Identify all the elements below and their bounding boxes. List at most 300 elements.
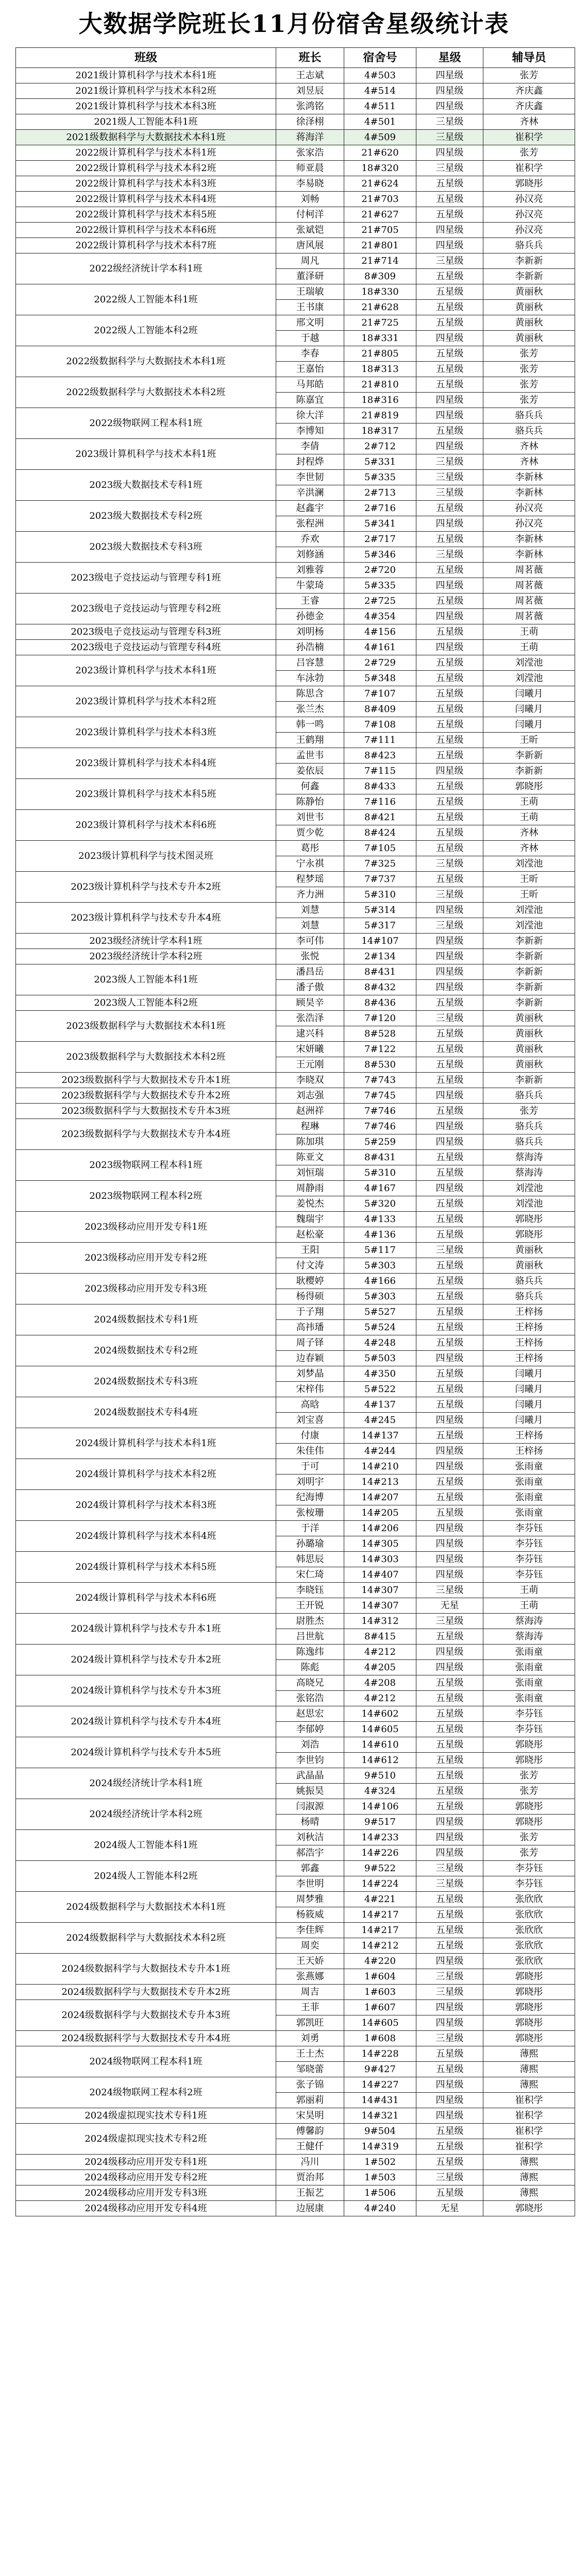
dorm-cell: 14#321 (344, 2108, 416, 2124)
leader-cell: 郭鑫 (276, 1861, 344, 1876)
dorm-cell: 7#111 (344, 733, 416, 748)
leader-cell: 张程洲 (276, 516, 344, 532)
advisor-cell: 张欣欣 (483, 1892, 575, 1907)
advisor-cell: 刘滢池 (483, 918, 575, 934)
table-row (16, 1737, 575, 1753)
dorm-cell: 4#136 (344, 1227, 416, 1243)
dorm-cell: 8#309 (344, 269, 416, 284)
level-cell: 五星级 (416, 686, 483, 702)
table-row (16, 2031, 575, 2046)
leader-cell: 王嘉怡 (276, 362, 344, 377)
level-cell: 五星级 (416, 872, 483, 887)
class-name-cell: 2022级计算机科学与技术本科4班 (16, 192, 276, 207)
dorm-cell: 7#116 (344, 794, 416, 810)
level-cell: 五星级 (416, 794, 483, 810)
table-row (16, 1428, 575, 1444)
dorm-cell: 7#746 (344, 1119, 416, 1134)
table-row (16, 1274, 575, 1289)
dorm-cell: 5#320 (344, 1196, 416, 1212)
dorm-cell: 14#610 (344, 1737, 416, 1753)
dorm-cell: 14#431 (344, 2093, 416, 2108)
level-cell: 五星级 (416, 1784, 483, 1799)
advisor-cell: 刘滢池 (483, 856, 575, 872)
level-cell: 五星级 (416, 841, 483, 856)
level-cell: 三星级 (416, 130, 483, 145)
advisor-cell: 骆兵兵 (483, 238, 575, 253)
class-name-cell: 2023级电子竞技运动与管理专科3班 (16, 624, 276, 640)
dorm-cell: 1#604 (344, 1969, 416, 1985)
class-name-cell: 2024级计算机科学与技术专升本2班 (16, 1645, 276, 1675)
dorm-cell: 5#335 (344, 470, 416, 485)
dorm-cell: 4#511 (344, 99, 416, 114)
advisor-cell: 闫曦月 (483, 1413, 575, 1428)
leader-cell: 刘慧 (276, 918, 344, 934)
level-cell: 三星级 (416, 1011, 483, 1026)
dorm-cell: 9#510 (344, 1768, 416, 1784)
dorm-cell: 14#210 (344, 1459, 416, 1475)
dorm-cell: 4#354 (344, 609, 416, 624)
class-name-cell: 2023级计算机科学与技术本科4班 (16, 748, 276, 779)
class-name-cell: 2024级移动应用开发专科1班 (16, 2155, 276, 2170)
level-cell: 四星级 (416, 99, 483, 114)
advisor-cell: 郭晓彤 (483, 2015, 575, 2031)
level-cell: 五星级 (416, 1042, 483, 1057)
dorm-cell: 5#331 (344, 454, 416, 470)
advisor-cell: 郭晓彤 (483, 1969, 575, 1985)
table-row (16, 501, 575, 516)
advisor-cell: 周茗薇 (483, 609, 575, 624)
leader-cell: 高晗 (276, 1397, 344, 1413)
dorm-cell: 14#207 (344, 1490, 416, 1505)
level-cell: 三星级 (416, 547, 483, 563)
level-cell: 五星级 (416, 1289, 483, 1304)
advisor-cell: 张芳 (483, 362, 575, 377)
table-row (16, 1397, 575, 1413)
dorm-cell: 18#330 (344, 284, 416, 300)
table-row (16, 223, 575, 238)
dorm-cell: 14#303 (344, 1552, 416, 1567)
dorm-cell: 4#501 (344, 114, 416, 130)
advisor-cell: 王萌 (483, 624, 575, 640)
class-name-cell: 2023级移动应用开发专科3班 (16, 1274, 276, 1304)
dorm-cell: 5#341 (344, 516, 416, 532)
dorm-cell: 5#503 (344, 1351, 416, 1366)
advisor-cell: 张雨童 (483, 1691, 575, 1706)
table-row (16, 176, 575, 192)
table-row (16, 114, 575, 130)
table-row (16, 1011, 575, 1026)
leader-cell: 王健仟 (276, 2139, 344, 2155)
level-cell: 四星级 (416, 934, 483, 949)
leader-cell: 孙德金 (276, 609, 344, 624)
leader-cell: 张子锦 (276, 2077, 344, 2093)
advisor-cell: 李芬钰 (483, 1876, 575, 1892)
advisor-cell: 郭晓彤 (483, 1815, 575, 1830)
dorm-cell: 7#120 (344, 1011, 416, 1026)
advisor-cell: 张雨童 (483, 1645, 575, 1660)
dorm-cell: 14#602 (344, 1706, 416, 1722)
leader-cell: 封程烨 (276, 454, 344, 470)
leader-cell: 吕世航 (276, 1629, 344, 1645)
table-row (16, 964, 575, 980)
dorm-cell: 9#522 (344, 1861, 416, 1876)
dorm-cell: 14#226 (344, 1845, 416, 1861)
level-cell: 四星级 (416, 1645, 483, 1660)
leader-cell: 周子铎 (276, 1335, 344, 1351)
level-cell: 五星级 (416, 2124, 483, 2139)
level-cell: 四星级 (416, 1845, 483, 1861)
level-cell: 四星级 (416, 1134, 483, 1150)
advisor-cell: 李芬钰 (483, 1552, 575, 1567)
leader-cell: 郭丽莉 (276, 2093, 344, 2108)
dorm-cell: 14#319 (344, 2139, 416, 2155)
leader-cell: 王天娇 (276, 1954, 344, 1969)
leader-cell: 边春颖 (276, 1351, 344, 1366)
advisor-cell: 蔡海涛 (483, 1614, 575, 1629)
level-cell: 五星级 (416, 825, 483, 841)
level-cell: 五星级 (416, 362, 483, 377)
dorm-cell: 21#628 (344, 300, 416, 315)
advisor-cell: 闫曦月 (483, 1397, 575, 1413)
advisor-cell: 黄丽秋 (483, 1258, 575, 1274)
dorm-cell: 7#745 (344, 1088, 416, 1104)
dorm-cell: 4#137 (344, 1397, 416, 1413)
class-name-cell: 2024级人工智能本科1班 (16, 1830, 276, 1861)
dorm-cell: 7#108 (344, 717, 416, 733)
dorm-cell: 4#509 (344, 130, 416, 145)
advisor-cell: 黄丽秋 (483, 284, 575, 300)
dorm-cell: 14#227 (344, 2077, 416, 2093)
advisor-cell: 齐林 (483, 439, 575, 454)
leader-cell: 姚振昊 (276, 1784, 344, 1799)
dorm-cell: 1#503 (344, 2170, 416, 2185)
advisor-cell: 骆兵兵 (483, 408, 575, 423)
leader-cell: 刘慧 (276, 903, 344, 918)
level-cell: 四星级 (416, 903, 483, 918)
table-row (16, 1042, 575, 1057)
level-cell: 五星级 (416, 2046, 483, 2062)
level-cell: 五星级 (416, 1691, 483, 1706)
advisor-cell: 李新新 (483, 949, 575, 964)
level-cell: 五星级 (416, 624, 483, 640)
level-cell: 五星级 (416, 1258, 483, 1274)
leader-cell: 张鸿铭 (276, 99, 344, 114)
dorm-cell: 14#213 (344, 1475, 416, 1490)
level-cell: 四星级 (416, 1567, 483, 1583)
table-row (16, 1521, 575, 1536)
class-name-cell: 2024级人工智能本科2班 (16, 1861, 276, 1892)
advisor-cell: 黄丽秋 (483, 331, 575, 346)
level-cell: 三星级 (416, 1243, 483, 1258)
level-cell: 三星级 (416, 1861, 483, 1876)
class-name-cell: 2023级大数据技术专科1班 (16, 470, 276, 501)
level-cell: 五星级 (416, 176, 483, 192)
level-cell: 五星级 (416, 1675, 483, 1691)
class-name-cell: 2023级移动应用开发专科1班 (16, 1212, 276, 1243)
dorm-cell: 1#608 (344, 2031, 416, 2046)
leader-cell: 张浩泽 (276, 1011, 344, 1026)
table-row (16, 810, 575, 825)
level-cell: 四星级 (416, 2077, 483, 2093)
advisor-cell: 崔积学 (483, 2108, 575, 2124)
advisor-cell: 周茗薇 (483, 594, 575, 609)
table-row (16, 161, 575, 176)
advisor-cell: 齐庆鑫 (483, 99, 575, 114)
advisor-cell: 黄丽秋 (483, 1042, 575, 1057)
class-name-cell: 2022级人工智能本科1班 (16, 284, 276, 315)
advisor-cell: 张欣欣 (483, 1938, 575, 1954)
dorm-cell: 4#350 (344, 1366, 416, 1382)
level-cell: 四星级 (416, 1119, 483, 1134)
level-cell: 五星级 (416, 1104, 483, 1119)
class-name-cell: 2022级计算机科学与技术本科5班 (16, 207, 276, 223)
leader-cell: 蒋海洋 (276, 130, 344, 145)
dorm-cell: 14#312 (344, 1614, 416, 1629)
class-name-cell: 2023级经济统计学本科1班 (16, 934, 276, 949)
leader-cell: 刘志强 (276, 1088, 344, 1104)
leader-cell: 李博知 (276, 423, 344, 439)
advisor-cell: 薄熙 (483, 2046, 575, 2062)
advisor-cell: 刘滢池 (483, 1196, 575, 1212)
advisor-cell: 张雨童 (483, 1675, 575, 1691)
dorm-cell: 7#325 (344, 856, 416, 872)
leader-cell: 于可 (276, 1459, 344, 1475)
leader-cell: 张斌铠 (276, 223, 344, 238)
leader-cell: 李可伟 (276, 934, 344, 949)
advisor-cell: 齐林 (483, 841, 575, 856)
class-name-cell: 2023级计算机科学与技术专升本2班 (16, 872, 276, 903)
table-row (16, 872, 575, 887)
advisor-cell: 薄熙 (483, 2077, 575, 2093)
table-row (16, 99, 575, 114)
advisor-cell: 李新林 (483, 547, 575, 563)
dorm-cell: 4#248 (344, 1335, 416, 1351)
leader-cell: 陈思含 (276, 686, 344, 702)
level-cell: 四星级 (416, 408, 483, 423)
level-cell: 三星级 (416, 918, 483, 934)
advisor-cell: 齐林 (483, 825, 575, 841)
level-cell: 四星级 (416, 640, 483, 655)
leader-cell: 赵洲祥 (276, 1104, 344, 1119)
leader-cell: 武晶晶 (276, 1768, 344, 1784)
level-cell: 五星级 (416, 1227, 483, 1243)
leader-cell: 李世韧 (276, 470, 344, 485)
class-name-cell: 2022级经济统计学本科1班 (16, 253, 276, 284)
dorm-cell: 5#310 (344, 887, 416, 903)
class-name-cell: 2024级经济统计学本科2班 (16, 1799, 276, 1830)
leader-cell: 刘畅 (276, 192, 344, 207)
class-name-cell: 2021级计算机科学与技术本科3班 (16, 99, 276, 114)
level-cell: 五星级 (416, 1150, 483, 1165)
dorm-cell: 4#156 (344, 624, 416, 640)
table-row (16, 2124, 575, 2139)
advisor-cell: 郭晓彤 (483, 1737, 575, 1753)
leader-cell: 王鹤翔 (276, 733, 344, 748)
dorm-cell: 8#528 (344, 1026, 416, 1042)
table-row (16, 145, 575, 161)
dorm-cell: 8#409 (344, 702, 416, 717)
advisor-cell: 李新林 (483, 485, 575, 501)
advisor-cell: 王梓扬 (483, 1335, 575, 1351)
dorm-cell: 8#436 (344, 995, 416, 1011)
leader-cell: 张铭浩 (276, 1691, 344, 1706)
advisor-cell: 张芳 (483, 1845, 575, 1861)
class-name-cell: 2024级数据科学与大数据技术本科1班 (16, 1892, 276, 1923)
class-name-cell: 2023级计算机科学与技术本科3班 (16, 717, 276, 748)
advisor-cell: 闫曦月 (483, 686, 575, 702)
advisor-cell: 张欣欣 (483, 1923, 575, 1938)
class-name-cell: 2023级电子竞技运动与管理专科4班 (16, 640, 276, 655)
advisor-cell: 薄熙 (483, 2155, 575, 2170)
leader-cell: 刘梦晶 (276, 1366, 344, 1382)
class-name-cell: 2023级计算机科学与技术图灵班 (16, 841, 276, 872)
leader-cell: 杨筱威 (276, 1907, 344, 1923)
leader-cell: 董泽研 (276, 269, 344, 284)
class-name-cell: 2024级计算机科学与技术本科6班 (16, 1583, 276, 1614)
leader-cell: 魏瑞宇 (276, 1212, 344, 1227)
dorm-cell: 1#502 (344, 2155, 416, 2170)
leader-cell: 张桉珊 (276, 1505, 344, 1521)
class-name-cell: 2022级数据科学与大数据技术本科1班 (16, 346, 276, 377)
leader-cell: 王书康 (276, 300, 344, 315)
leader-cell: 王菲 (276, 2000, 344, 2015)
level-cell: 四星级 (416, 964, 483, 980)
level-cell: 四星级 (416, 1536, 483, 1552)
advisor-cell: 郭晓彤 (483, 1753, 575, 1768)
dorm-cell: 2#729 (344, 655, 416, 671)
leader-cell: 李晓双 (276, 1073, 344, 1088)
table-row (16, 1799, 575, 1815)
leader-cell: 于越 (276, 331, 344, 346)
level-cell: 五星级 (416, 1892, 483, 1907)
dorm-cell: 8#421 (344, 810, 416, 825)
dorm-cell: 14#605 (344, 2015, 416, 2031)
leader-cell: 刘昱辰 (276, 83, 344, 99)
leader-cell: 付柯洋 (276, 207, 344, 223)
advisor-cell: 郭晓彤 (483, 1985, 575, 2000)
class-name-cell: 2023级数据科学与大数据技术本科2班 (16, 1042, 276, 1073)
leader-cell: 陈加琪 (276, 1134, 344, 1150)
level-cell: 三星级 (416, 2031, 483, 2046)
advisor-cell: 李新新 (483, 934, 575, 949)
level-cell: 四星级 (416, 331, 483, 346)
dorm-cell: 14#407 (344, 1567, 416, 1583)
class-name-cell: 2024级计算机科学与技术专升本3班 (16, 1675, 276, 1706)
level-cell: 三星级 (416, 1583, 483, 1598)
advisor-cell: 王梓扬 (483, 1428, 575, 1444)
leader-cell: 孙浩楠 (276, 640, 344, 655)
dorm-cell: 14#307 (344, 1598, 416, 1614)
level-cell: 三星级 (416, 485, 483, 501)
class-name-cell: 2022级计算机科学与技术本科2班 (16, 161, 276, 176)
dorm-rating-table (15, 47, 575, 2216)
table-row (16, 934, 575, 949)
dorm-cell: 8#431 (344, 964, 416, 980)
advisor-cell: 骆兵兵 (483, 1134, 575, 1150)
leader-cell: 李郁婷 (276, 1722, 344, 1737)
level-cell: 四星级 (416, 393, 483, 408)
advisor-cell: 李芬钰 (483, 1706, 575, 1722)
advisor-cell: 李芬钰 (483, 1536, 575, 1552)
leader-cell: 于洋 (276, 1521, 344, 1536)
dorm-cell: 5#524 (344, 1320, 416, 1335)
dorm-cell: 5#527 (344, 1304, 416, 1320)
leader-cell: 陈静怡 (276, 794, 344, 810)
leader-cell: 刘宝喜 (276, 1413, 344, 1428)
leader-cell: 李倩 (276, 439, 344, 454)
table-row (16, 1212, 575, 1227)
dorm-cell: 4#503 (344, 68, 416, 83)
level-cell: 五星级 (416, 671, 483, 686)
dorm-cell: 21#705 (344, 223, 416, 238)
level-cell: 五星级 (416, 733, 483, 748)
dorm-cell: 5#117 (344, 1243, 416, 1258)
leader-cell: 顾昊辛 (276, 995, 344, 1011)
advisor-cell: 周茗薇 (483, 563, 575, 578)
table-row (16, 408, 575, 423)
class-name-cell: 2024级移动应用开发专科3班 (16, 2185, 276, 2201)
class-name-cell: 2023级大数据技术专科3班 (16, 532, 276, 563)
level-cell: 四星级 (416, 1413, 483, 1428)
leader-cell: 潘昌岳 (276, 964, 344, 980)
leader-cell: 辛洪澜 (276, 485, 344, 501)
advisor-cell: 张芳 (483, 68, 575, 83)
leader-cell: 潘子傲 (276, 980, 344, 995)
table-row (16, 1335, 575, 1351)
level-cell: 四星级 (416, 980, 483, 995)
advisor-cell: 薄熙 (483, 2062, 575, 2077)
leader-cell: 宁永祺 (276, 856, 344, 872)
header-level: 星级 (416, 48, 483, 68)
class-name-cell: 2024级物联网工程本科1班 (16, 2046, 276, 2077)
leader-cell: 张悦 (276, 949, 344, 964)
level-cell: 五星级 (416, 995, 483, 1011)
class-name-cell: 2021级人工智能本科1班 (16, 114, 276, 130)
dorm-cell: 5#522 (344, 1382, 416, 1397)
advisor-cell: 骆兵兵 (483, 1088, 575, 1104)
class-name-cell: 2024级经济统计学本科1班 (16, 1768, 276, 1799)
table-row (16, 2046, 575, 2062)
leader-cell: 李易晓 (276, 176, 344, 192)
level-cell: 五星级 (416, 594, 483, 609)
class-name-cell: 2023级人工智能本科2班 (16, 995, 276, 1011)
level-cell: 五星级 (416, 501, 483, 516)
leader-cell: 赵鑫宇 (276, 501, 344, 516)
advisor-cell: 王萌 (483, 640, 575, 655)
level-cell: 四星级 (416, 1181, 483, 1196)
advisor-cell: 张雨童 (483, 1475, 575, 1490)
level-cell: 无星 (416, 1598, 483, 1614)
advisor-cell: 郭晓彤 (483, 176, 575, 192)
class-name-cell: 2021级计算机科学与技术本科1班 (16, 68, 276, 83)
level-cell: 三星级 (416, 114, 483, 130)
leader-cell: 周梦雅 (276, 1892, 344, 1907)
dorm-cell: 2#134 (344, 949, 416, 964)
level-cell: 五星级 (416, 1320, 483, 1335)
leader-cell: 刘恒瑞 (276, 1165, 344, 1181)
level-cell: 四星级 (416, 2093, 483, 2108)
table-row (16, 655, 575, 671)
leader-cell: 刘明杨 (276, 624, 344, 640)
class-name-cell: 2024级数据科学与大数据技术专升本3班 (16, 2000, 276, 2031)
table-row (16, 1088, 575, 1104)
class-name-cell: 2023级经济统计学本科2班 (16, 949, 276, 964)
page-title: 大数据学院班长11月份宿舍星级统计表 (78, 10, 510, 38)
leader-cell: 李晓钰 (276, 1583, 344, 1598)
table-body (16, 68, 575, 2216)
class-name-cell: 2022级数据科学与大数据技术本科2班 (16, 377, 276, 408)
dorm-cell: 18#331 (344, 331, 416, 346)
